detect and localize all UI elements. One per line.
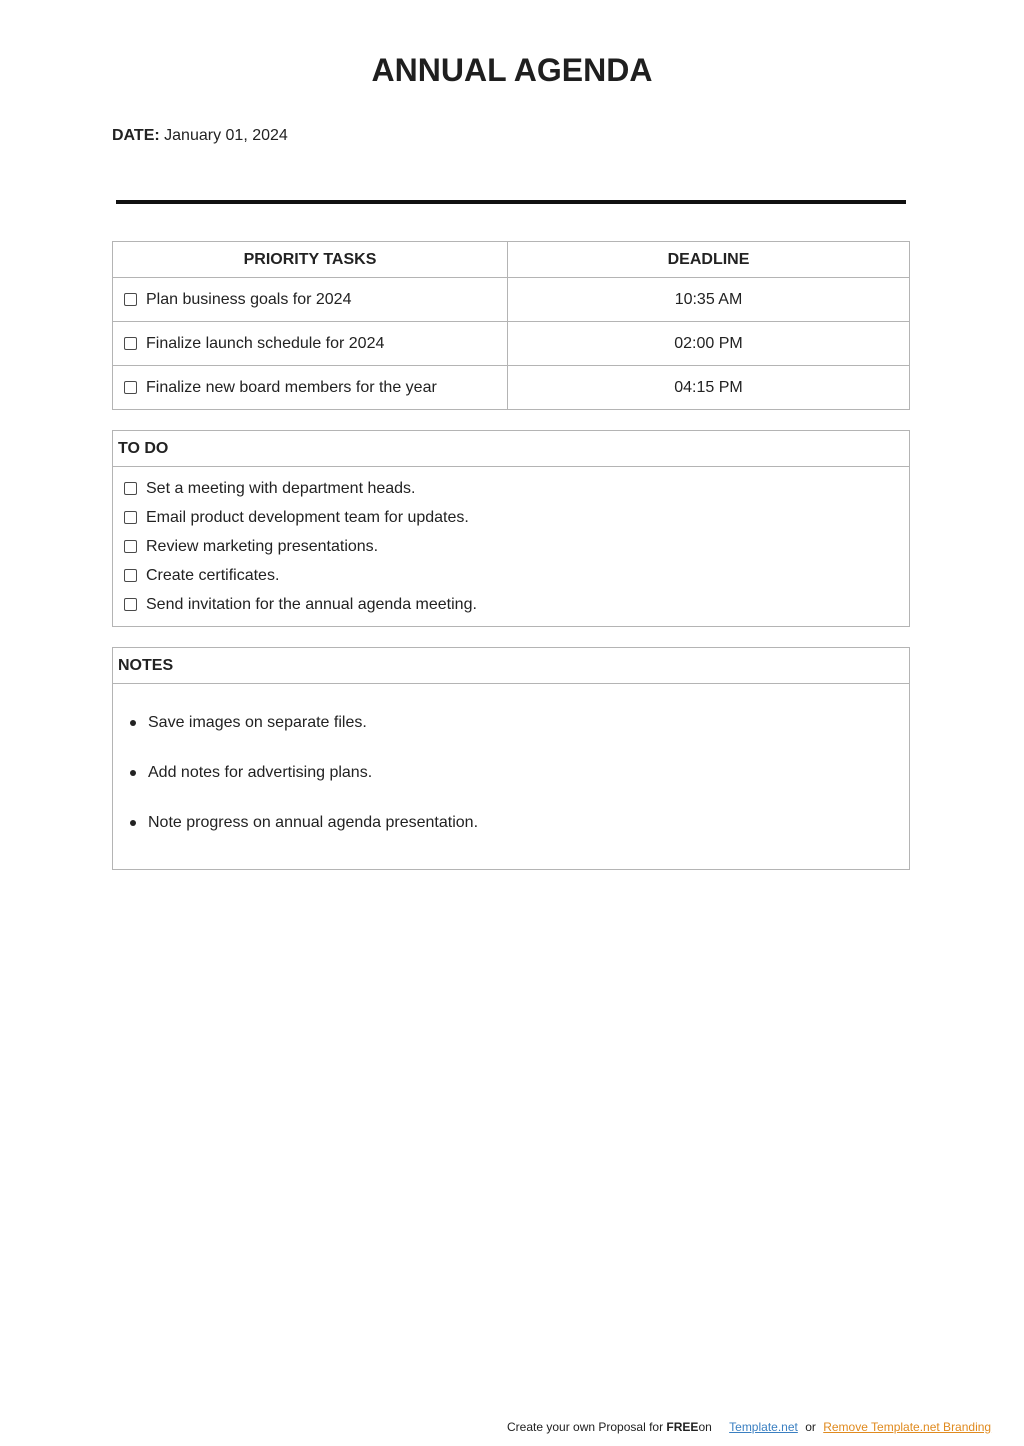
table-row: [113, 278, 910, 322]
task-cell: [113, 278, 508, 322]
deadline-cell: 04:15 PM: [508, 366, 910, 410]
checkbox[interactable]: [124, 293, 137, 306]
checkbox[interactable]: [124, 569, 137, 582]
template-net-link[interactable]: Template.net: [729, 1420, 798, 1434]
date-line: [112, 127, 288, 145]
remove-branding-link[interactable]: Remove Template.net Branding: [823, 1420, 992, 1434]
list-item: [148, 764, 909, 814]
table-header-row: [113, 242, 910, 278]
todo-text: Set a meeting with department heads.: [146, 480, 416, 497]
todo-text: Create certificates.: [146, 567, 280, 584]
task-cell: [113, 322, 508, 366]
date-value: January 01, 2024: [164, 127, 288, 144]
todo-heading: TO DO: [113, 431, 909, 467]
task-text: Plan business goals for 2024: [146, 290, 352, 308]
bullet-icon: [130, 770, 136, 776]
footer-branding: [507, 1420, 991, 1434]
todo-text: Email product development team for updates.: [146, 509, 469, 526]
table-row: [113, 322, 910, 366]
notes-heading: NOTES: [113, 648, 909, 684]
notes-list: [113, 684, 909, 864]
list-item: [124, 537, 909, 566]
todo-section: [112, 430, 910, 627]
table-row: [113, 366, 910, 410]
footer-free: FREE: [666, 1420, 699, 1434]
checkbox[interactable]: [124, 337, 137, 350]
todo-text: Send invitation for the annual agenda meeting.: [146, 596, 477, 613]
todo-list: [113, 467, 909, 624]
document-title: ANNUAL AGENDA: [371, 52, 653, 88]
checkbox[interactable]: [124, 381, 137, 394]
priority-tasks-header: PRIORITY TASKS: [113, 242, 508, 278]
deadline-header: DEADLINE: [508, 242, 910, 278]
notes-section: [112, 647, 910, 870]
checkbox[interactable]: [124, 598, 137, 611]
deadline-cell: 10:35 AM: [508, 278, 910, 322]
list-item: [124, 479, 909, 508]
bullet-icon: [130, 820, 136, 826]
note-text: Note progress on annual agenda presentation.: [148, 814, 479, 831]
checkbox[interactable]: [124, 511, 137, 524]
list-item: [124, 595, 909, 624]
list-item: [148, 814, 909, 864]
footer-on: on: [698, 1420, 712, 1434]
footer-prefix: Create your own Proposal for: [507, 1420, 664, 1434]
bullet-icon: [130, 720, 136, 726]
deadline-cell: 02:00 PM: [508, 322, 910, 366]
footer-or: or: [805, 1420, 816, 1434]
list-item: [124, 508, 909, 537]
horizontal-divider: [116, 200, 906, 204]
priority-tasks-table: [112, 241, 910, 410]
note-text: Add notes for advertising plans.: [148, 764, 373, 781]
list-item: [124, 566, 909, 595]
task-cell: [113, 366, 508, 410]
todo-text: Review marketing presentations.: [146, 538, 379, 555]
note-text: Save images on separate files.: [148, 714, 367, 731]
task-text: Finalize new board members for the year: [146, 378, 437, 396]
checkbox[interactable]: [124, 482, 137, 495]
date-label: DATE:: [112, 127, 160, 144]
list-item: [148, 714, 909, 764]
checkbox[interactable]: [124, 540, 137, 553]
task-text: Finalize launch schedule for 2024: [146, 334, 385, 352]
